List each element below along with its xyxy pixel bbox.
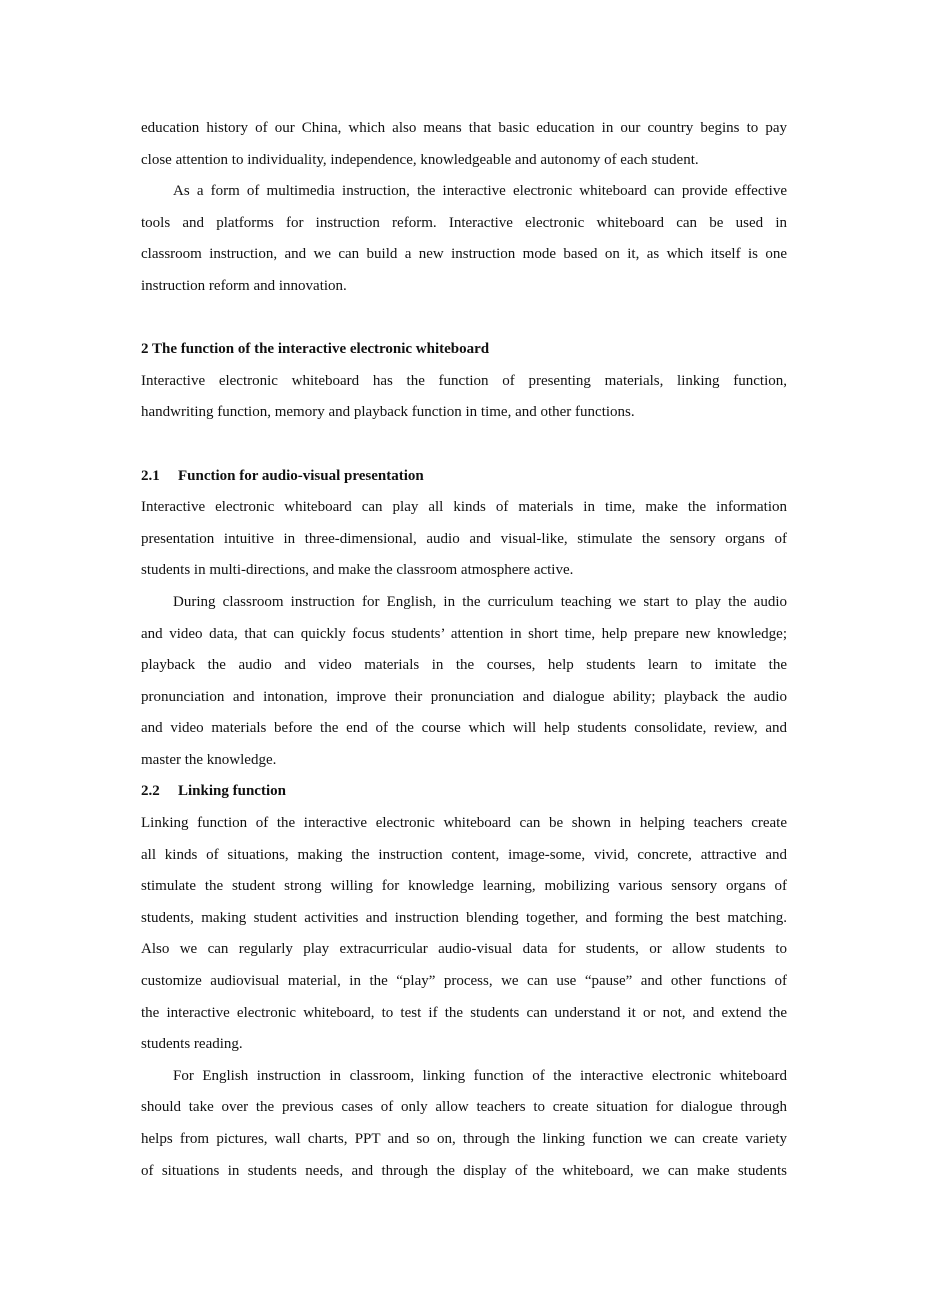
text-line: Interactive electronic whiteboard has the function of presenting materials, linking function, [141,372,787,389]
document-page [141,113,787,1187]
text-line: tools and platforms for instruction reform. Interactive electronic whiteboard can be used in [141,214,787,231]
text-line: and video materials before the end of the course which will help students consolidate, review, and [141,720,787,737]
section-heading [141,334,787,366]
section-number: 2.1 [141,467,160,484]
text-line: and video data, that can quickly focus students’ attention in short time, help prepare new knowledge; [141,625,787,642]
paragraph [141,808,787,1061]
text-line: should take over the previous cases of only allow teachers to create situation for dialogue through [141,1099,787,1116]
text-line: Interactive electronic whiteboard can play all kinds of materials in time, make the information [141,499,787,516]
section-title: Function for audio-visual presentation [178,467,424,484]
text-line: the interactive electronic whiteboard, to test if the students can understand it or not, and extend the [141,1004,787,1021]
paragraph-spacer [141,303,787,335]
paragraph-spacer [141,429,787,461]
section-title: Linking function [178,783,286,800]
text-line: During classroom instruction for English, in the curriculum teaching we start to play the audio [173,593,787,610]
text-line: students in multi-directions, and make the classroom atmosphere active. [141,562,574,579]
text-line: customize audiovisual material, in the “play” process, we can use “pause” and other functions of [141,973,787,990]
text-line: students reading. [141,1036,243,1053]
paragraph [141,366,787,429]
paragraph [141,1061,787,1187]
text-line: master the knowledge. [141,751,277,768]
text-line: For English instruction in classroom, linking function of the interactive electronic whiteboard [173,1067,787,1084]
text-line: Also we can regularly play extracurricular audio-visual data for students, or allow students to [141,941,787,958]
text-line: stimulate the student strong willing for knowledge learning, mobilizing various sensory organs of [141,878,787,895]
section-number: 2.2 [141,783,160,800]
text-line: As a form of multimedia instruction, the interactive electronic whiteboard can provide effective [173,183,787,200]
text-line: pronunciation and intonation, improve their pronunciation and dialogue ability; playback the audio [141,688,787,705]
section-heading [141,776,787,808]
text-line: classroom instruction, and we can build a new instruction mode based on it, as which itself is one [141,246,787,263]
text-line: helps from pictures, wall charts, PPT and so on, through the linking function we can create variety [141,1131,787,1147]
paragraph [141,113,787,176]
text-line: playback the audio and video materials in the courses, help students learn to imitate the [141,657,787,674]
text-line: handwriting function, memory and playback function in time, and other functions. [141,404,635,421]
text-line: education history of our China, which also means that basic education in our country begins to pay [141,120,787,136]
text-line: Linking function of the interactive electronic whiteboard can be shown in helping teachers create [141,815,787,832]
paragraph [141,492,787,587]
section-title: 2 The function of the interactive electronic whiteboard [141,341,490,358]
paragraph [141,176,787,302]
text-line: close attention to individuality, independence, knowledgeable and autonomy of each student. [141,151,699,168]
section-heading [141,461,787,493]
text-line: students, making student activities and instruction blending together, and forming the best matching. [141,909,787,926]
text-line: of situations in students needs, and through the display of the whiteboard, we can make students [141,1162,787,1179]
text-line: instruction reform and innovation. [141,277,347,294]
text-line: all kinds of situations, making the instruction content, image-some, vivid, concrete, attractive and [141,846,787,863]
text-line: presentation intuitive in three-dimensional, audio and visual-like, stimulate the sensory organs of [141,530,787,547]
paragraph [141,587,787,777]
